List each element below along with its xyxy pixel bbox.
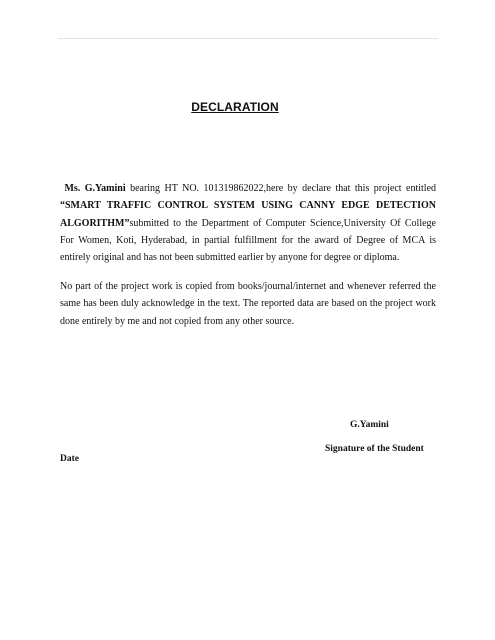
declaration-paragraph-1 <box>60 180 436 266</box>
project-title: “SMART TRAFFIC CONTROL SYSTEM USING CANNY EDGE DETECTION ALGORITHM” <box>60 200 436 229</box>
declaration-heading: DECLARATION <box>191 100 279 114</box>
student-name: Ms. G.Yamini <box>64 183 126 194</box>
signature-label: Signature of the Student <box>325 444 424 454</box>
paragraph-1-text-b: submitted to the Department of Computer Science,University Of College For Women, Koti, Hyderabad, in partial fulfillment for the award of Degree of MCA is entirely original and has not been submitted earlier by anyone for degree or diploma. <box>60 217 436 264</box>
declaration-paragraph-2: No part of the project work is copied from books/journal/internet and whenever referred the same has been duly acknowledge in the text. The reported data are based on the project work done entirely by me and not copied from any other source. <box>60 281 436 327</box>
signature-name: G.Yamini <box>350 420 389 430</box>
paragraph-1-text-a: bearing HT NO. 101319862022,here by declare that this project entitled <box>125 183 437 194</box>
date-label: Date <box>60 454 79 464</box>
page-top-divider <box>58 38 438 39</box>
